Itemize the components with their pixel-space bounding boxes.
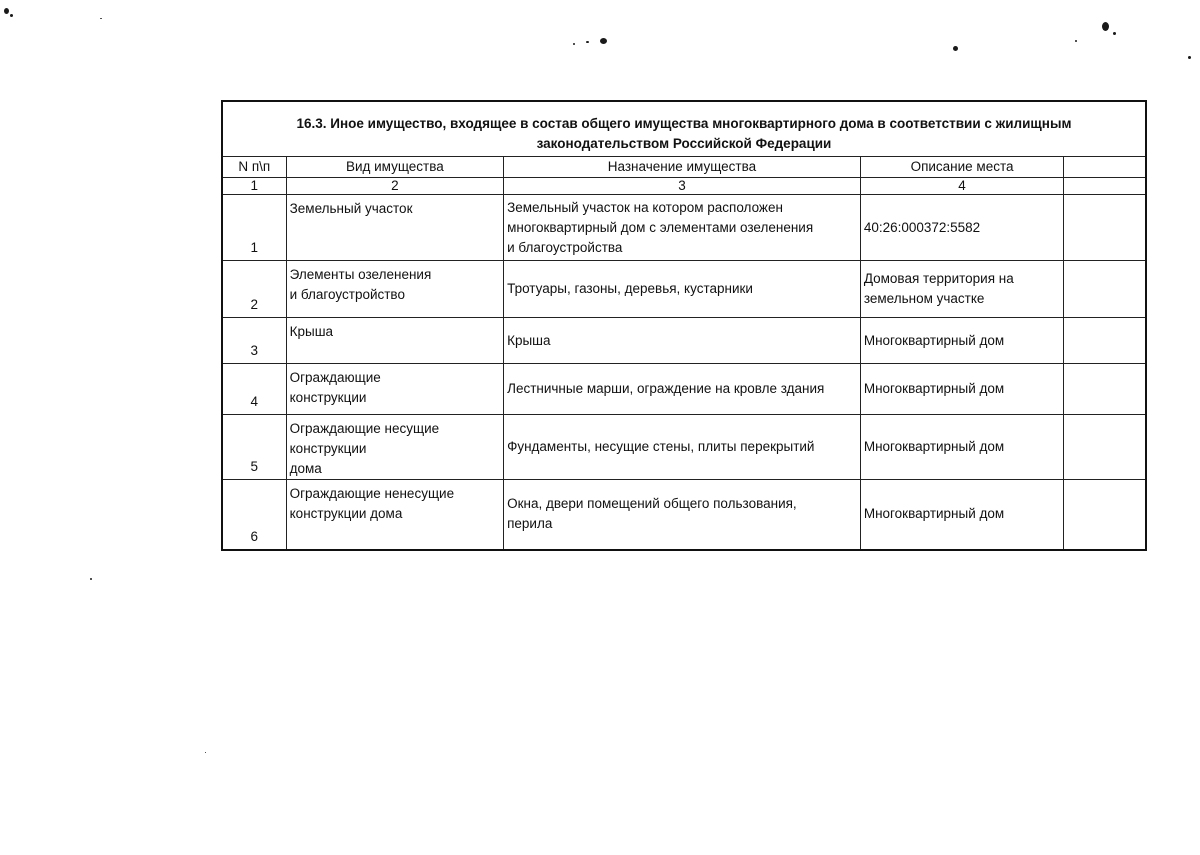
row-number-line: 4 — [250, 394, 259, 409]
empty-column-cell — [1064, 261, 1146, 318]
place-description-line: Домовая территория на — [863, 271, 1014, 286]
table-header-row — [222, 157, 1146, 178]
property-purpose-line: Земельный участок на котором расположен — [507, 199, 783, 215]
property-kind-line: Крыша — [289, 324, 334, 339]
property-purpose-cell — [504, 415, 861, 480]
scan-speck — [1113, 32, 1116, 35]
header-property-kind: Вид имущества — [286, 157, 503, 178]
table-title-row — [222, 101, 1146, 157]
place-description-cell — [860, 415, 1063, 480]
place-description-line: Многоквартирный дом — [863, 332, 1005, 348]
section-title-line-2: законодательством Российской Федерации — [536, 136, 832, 151]
row-number-line: 3 — [250, 343, 259, 358]
property-table — [221, 100, 1147, 551]
scan-speck — [90, 578, 92, 580]
property-kind-line: конструкции — [289, 441, 367, 456]
property-kind-line: Ограждающие — [289, 370, 381, 385]
place-description-line: земельном участке — [863, 291, 985, 306]
property-purpose-cell — [504, 261, 861, 318]
row-number-cell — [222, 318, 286, 364]
place-description-cell — [860, 480, 1063, 550]
place-description-cell — [860, 195, 1063, 261]
property-purpose-cell — [504, 364, 861, 415]
scan-speck — [600, 38, 607, 44]
scan-speck — [10, 14, 13, 17]
property-purpose-cell — [504, 480, 861, 550]
scan-speck — [100, 18, 102, 19]
table-row — [222, 364, 1146, 415]
place-description-line: Многоквартирный дом — [863, 506, 1005, 522]
section-title — [222, 101, 1146, 157]
row-number-line: 2 — [250, 297, 259, 312]
place-description-line: 40:26:000372:5582 — [863, 219, 981, 235]
header-place-description: Описание места — [860, 157, 1063, 178]
scan-speck — [953, 46, 958, 51]
property-kind-line: дома — [289, 461, 322, 476]
table-row — [222, 415, 1146, 480]
property-kind-line: Элементы озеленения — [289, 267, 432, 282]
row-number-cell — [222, 261, 286, 318]
scan-speck — [573, 43, 575, 45]
scan-speck — [4, 8, 9, 14]
empty-column-cell — [1064, 480, 1146, 550]
row-number-cell — [222, 195, 286, 261]
column-number-1: 1 — [222, 178, 286, 195]
property-purpose-line: Окна, двери помещений общего пользования, — [507, 496, 797, 512]
place-description-line: Многоквартирный дом — [863, 381, 1005, 396]
property-purpose-line: Лестничные марши, ограждение на кровле здания — [507, 381, 825, 396]
scan-speck — [1188, 56, 1191, 59]
row-number-cell — [222, 364, 286, 415]
table-row — [222, 480, 1146, 550]
row-number-cell — [222, 415, 286, 480]
column-number-3: 3 — [504, 178, 861, 195]
property-purpose-line: Фундаменты, несущие стены, плиты перекрытий — [507, 439, 815, 454]
column-number-row — [222, 178, 1146, 195]
empty-column-cell — [1064, 318, 1146, 364]
empty-column-cell — [1064, 364, 1146, 415]
scan-speck — [1102, 22, 1109, 31]
property-kind-line: Земельный участок — [289, 201, 413, 216]
property-kind-cell — [286, 195, 503, 261]
property-purpose-line: Крыша — [507, 332, 551, 348]
scan-speck — [1075, 40, 1077, 42]
header-empty-column — [1064, 157, 1146, 178]
row-number-line: 6 — [250, 528, 259, 544]
empty-column-cell — [1064, 415, 1146, 480]
table-body — [222, 195, 1146, 550]
property-kind-cell — [286, 364, 503, 415]
section-title-line-1: 16.3. Иное имущество, входящее в состав общего имущества многоквартирного дома в соответствии с жилищным — [296, 116, 1072, 131]
row-number-line: 5 — [250, 459, 259, 474]
place-description-cell — [860, 261, 1063, 318]
property-kind-line: конструкции — [289, 390, 367, 405]
property-purpose-line: Тротуары, газоны, деревья, кустарники — [507, 281, 753, 296]
header-number: N п\п — [222, 157, 286, 178]
property-purpose-line: и благоустройства — [507, 239, 623, 255]
property-kind-line: и благоустройство — [289, 287, 405, 302]
table-row — [222, 318, 1146, 364]
property-purpose-cell — [504, 318, 861, 364]
scan-speck — [586, 41, 589, 43]
place-description-line: Многоквартирный дом — [863, 439, 1005, 454]
row-number-line: 1 — [250, 240, 259, 255]
property-purpose-line: многоквартирный дом с элементами озеленения — [507, 219, 814, 235]
property-kind-cell — [286, 318, 503, 364]
property-kind-cell — [286, 480, 503, 550]
property-purpose-cell — [504, 195, 861, 261]
scan-speck — [205, 752, 206, 753]
property-purpose-line: перила — [507, 516, 553, 532]
property-kind-cell — [286, 415, 503, 480]
column-number-empty — [1064, 178, 1146, 195]
table-row — [222, 195, 1146, 261]
column-number-2: 2 — [286, 178, 503, 195]
property-kind-line: Ограждающие ненесущие — [289, 486, 455, 501]
property-kind-line: Ограждающие несущие — [289, 421, 440, 436]
header-property-purpose: Назначение имущества — [504, 157, 861, 178]
place-description-cell — [860, 364, 1063, 415]
row-number-cell — [222, 480, 286, 550]
property-kind-cell — [286, 261, 503, 318]
column-number-4: 4 — [860, 178, 1063, 195]
place-description-cell — [860, 318, 1063, 364]
table-row — [222, 261, 1146, 318]
property-kind-line: конструкции дома — [289, 506, 403, 521]
empty-column-cell — [1064, 195, 1146, 261]
